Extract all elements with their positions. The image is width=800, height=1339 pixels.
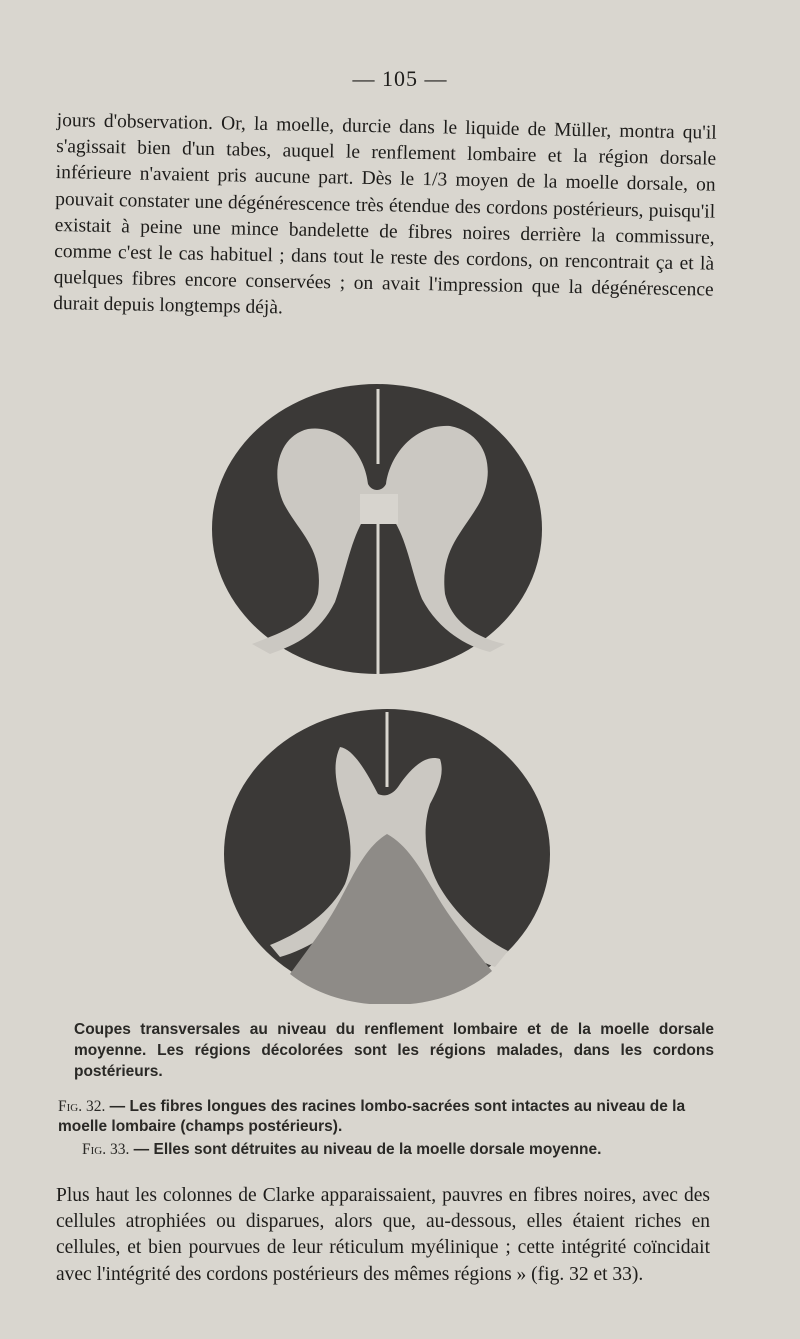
figure-legend-text: — Elles sont détruites au niveau de la moelle dorsale moyenne. — [133, 1141, 602, 1158]
figure-label: Fig. 32. — [58, 1098, 106, 1115]
paragraph-top: jours d'observation. Or, la moelle, durcie dans le liquide de Müller, montra qu'il s'agissait bien d'un tabes, auquel le renflement lombaire et la région dorsale inférieure n'avaient pris aucune part. Dès le 1/3 moyen de la moelle dorsale, on pouvait constater une dégénérescence très étendue des cordons postérieurs, puisqu'il existait à peine une mince bandelette de fibres noires derrière la commissure, comme c'est le cas habituel ; dans tout le reste des cordons, on rencontrait ça et là quelques fibres encore conservées ; on avait l'impression que la dégénérescence durait depuis longtemps déjà. — [53, 109, 717, 319]
figure-legend-text: — Les fibres longues des racines lombo-sacrées sont intactes au niveau de la moelle lombaire (champs postérieurs). — [58, 1098, 686, 1135]
fig-33-dorsal-section — [224, 709, 550, 1004]
central-commissure-lumbar — [360, 494, 398, 524]
figure-label: Fig. 33. — [82, 1141, 130, 1158]
fig-32-lumbar-section — [212, 384, 542, 676]
figure-legend-32 — [58, 1097, 718, 1137]
paragraph-bottom: Plus haut les colonnes de Clarke apparaissaient, pauvres en fibres noires, avec des cellules atrophiées ou disparues, alors que, au-dessous, elles étaient riches en cellules, et bien pourvues de leur réticulum myélinique ; cette intégrité coïncidait avec l'intégrité des cordons postérieurs des mêmes régions » (fig. 32 et 33). — [56, 1185, 710, 1285]
figure-caption: Coupes transversales au niveau du renflement lombaire et de la moelle dorsale moyenne. Les régions décolorées sont les régions malades, dans les cordons postérieurs. — [74, 1021, 714, 1080]
page-number: — 105 — — [352, 66, 448, 91]
spinal-cord-figure — [190, 384, 580, 1004]
figure-legend-33 — [82, 1140, 742, 1160]
